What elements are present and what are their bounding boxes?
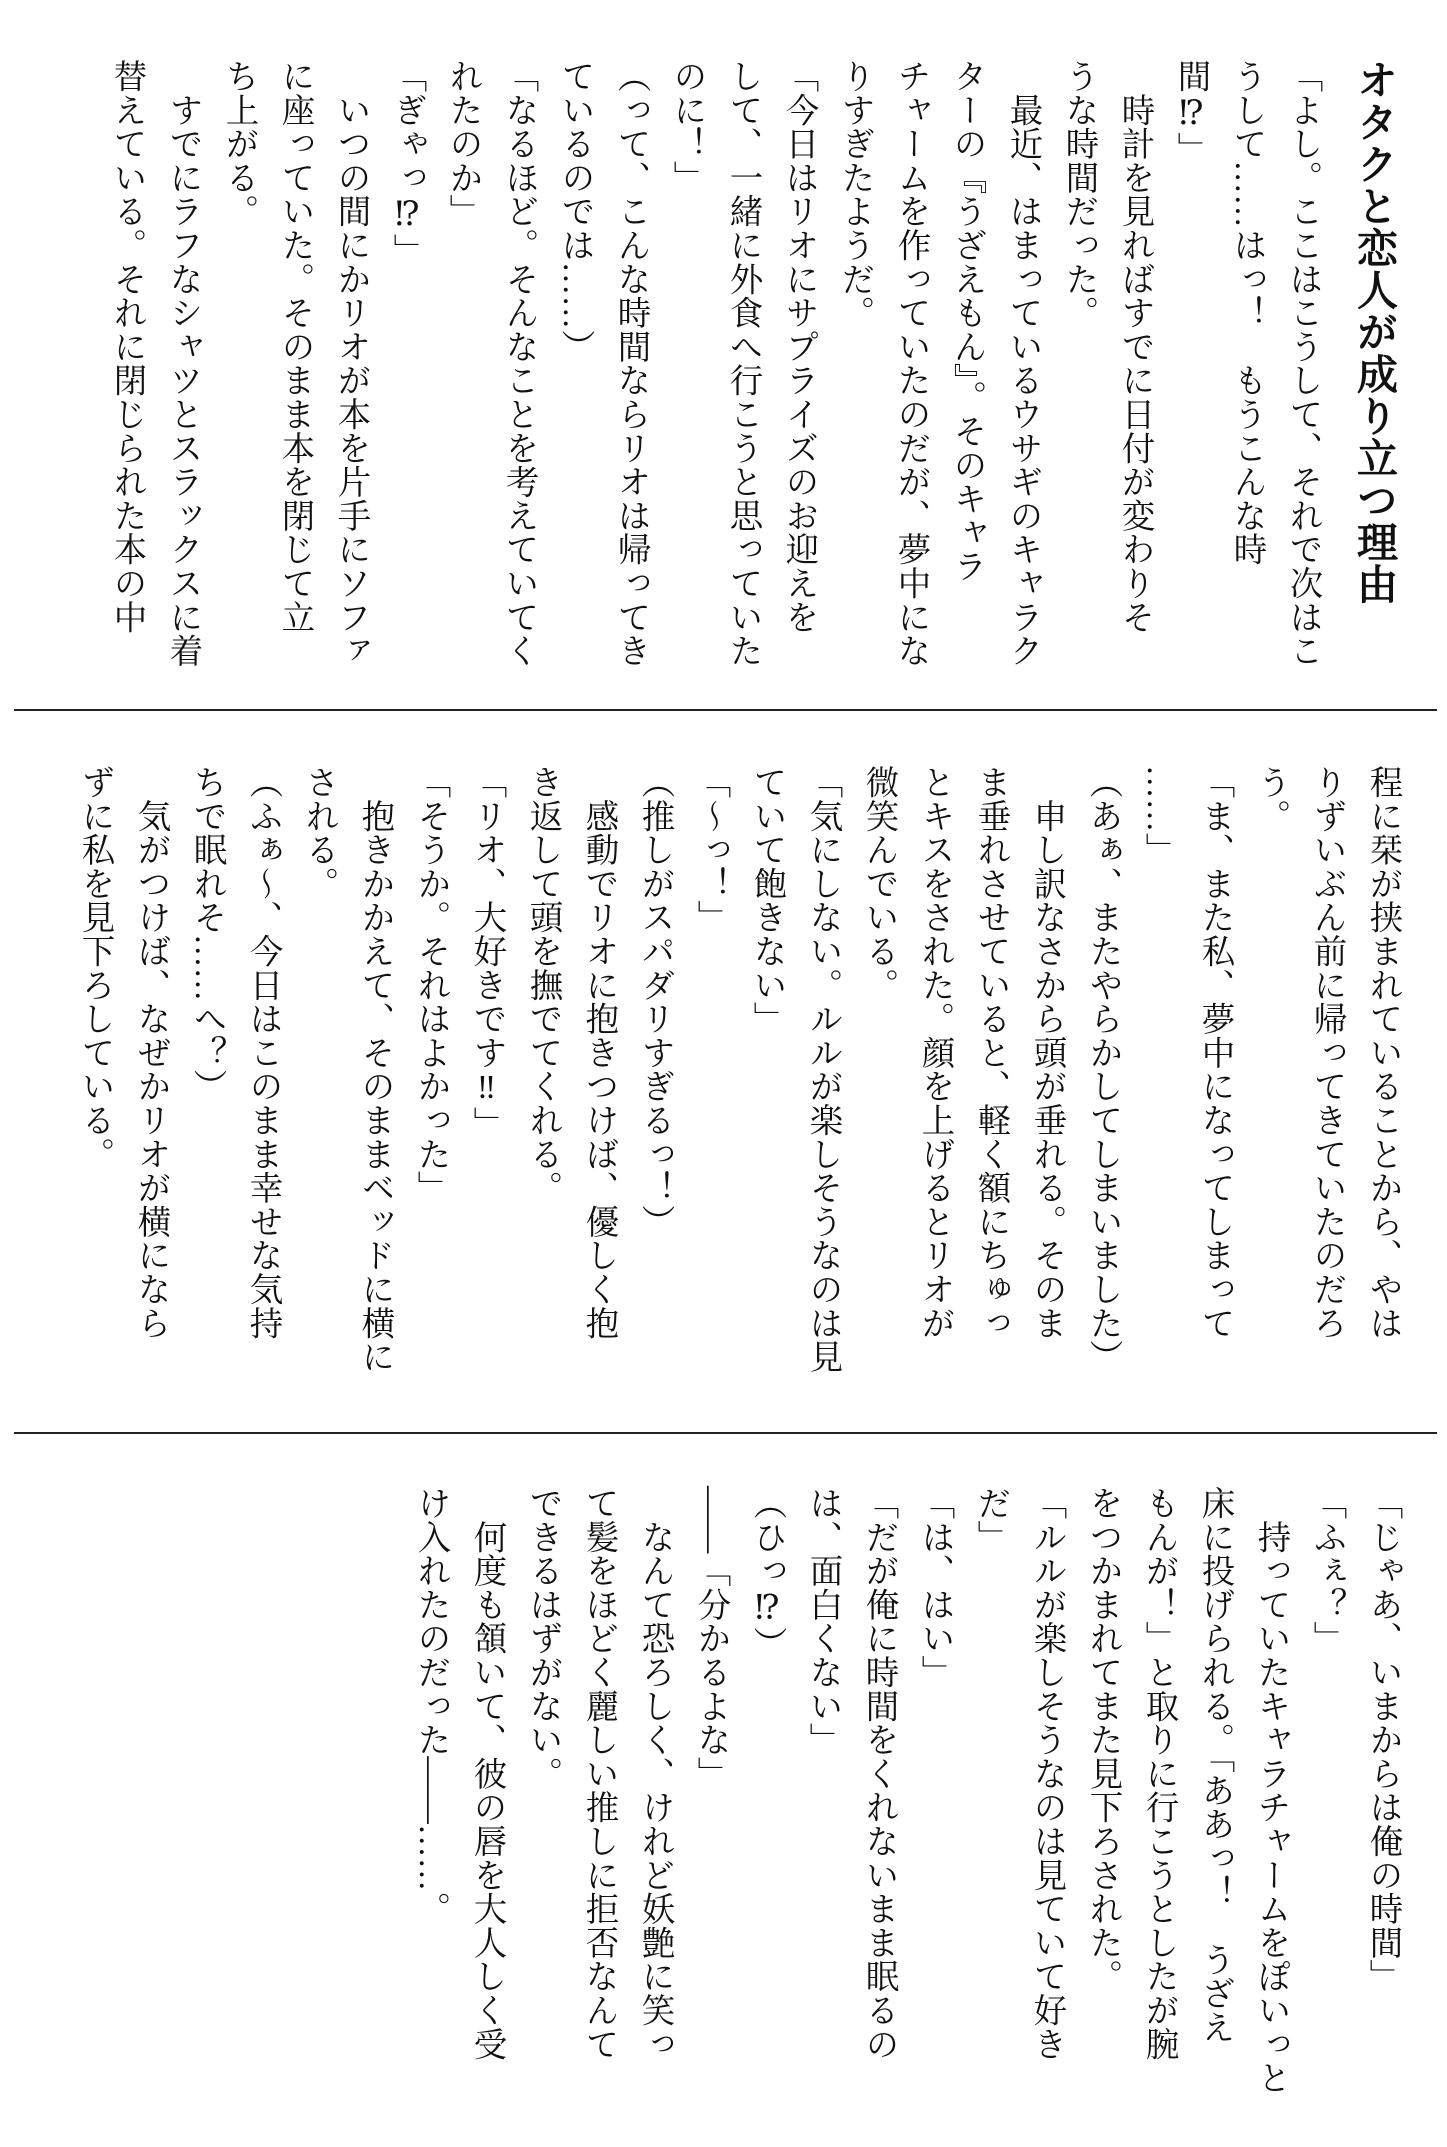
- text-line: ち上がる。: [220, 59, 257, 228]
- text-line: 「ぎゃっ⁉」: [388, 59, 425, 268]
- text-line: をつかまれてまた見下ろされた。: [1084, 1486, 1121, 1993]
- text-line: なんて恐ろしく、けれど妖艶に笑っ: [636, 1486, 673, 2061]
- text-line: うな時間だった。: [1060, 59, 1097, 330]
- text-line: 時計を見ればすでに日付が変わりそ: [1116, 59, 1153, 634]
- section-divider: [14, 709, 1437, 711]
- section-2: [0, 712, 1447, 1432]
- text-line: （ふぁ～、今日はこのまま幸せな気持: [244, 765, 281, 1340]
- text-line: して、一緒に外食へ行こうと思っていた: [724, 59, 761, 668]
- text-line: できるはずがない。: [524, 1486, 561, 1791]
- text-line: される。: [300, 765, 337, 901]
- text-line: 「ルルが楽しそうなのは見ていて好き: [1028, 1486, 1065, 2061]
- text-line: ま垂れさせていると、軽く額にちゅっ: [972, 765, 1009, 1340]
- text-line: 「～っ！」: [692, 765, 729, 934]
- text-line: 「ふぇ？」: [1308, 1486, 1345, 1655]
- section-divider: [14, 1432, 1437, 1434]
- text-line: （ひっ⁉）: [748, 1486, 785, 1661]
- text-line: 「は、はい」: [916, 1486, 953, 1689]
- text-line: ずに私を見下ろしている。: [76, 765, 113, 1171]
- text-line: 気がつけば、なぜかリオが横になら: [132, 765, 169, 1340]
- text-line: 抱きかかえて、そのままベッドに横に: [356, 765, 393, 1374]
- text-line: （推しがスパダリすぎるっ！）: [636, 765, 673, 1239]
- text-line: のに！」: [668, 59, 705, 195]
- section-3: [0, 1435, 1447, 2147]
- text-line: 「気にしない。ルルが楽しそうなのは見: [804, 765, 841, 1374]
- text-line: 「だが俺に時間をくれないまま眠るの: [860, 1486, 897, 2061]
- text-line: 申し訳なさから頭が垂れる。そのま: [1028, 765, 1065, 1340]
- text-line: いつの間にかリオが本を片手にソファ: [332, 59, 369, 668]
- text-line: ――「分かるよな」: [692, 1486, 729, 1791]
- section-2-columns: [66, 765, 1410, 1373]
- text-line: だ」: [972, 1486, 1009, 1554]
- text-line: 替えている。それに閉じられた本の中: [108, 59, 145, 634]
- text-line: 「リオ、大好きです‼」: [468, 765, 505, 1141]
- text-line: りすぎたようだ。: [836, 59, 873, 330]
- text-line: 「よし。ここはこうして、それで次はこ: [1284, 59, 1321, 668]
- text-line: 程に栞が挟まれていることから、やは: [1364, 765, 1401, 1340]
- text-line: 持っていたキャラチャームをぽいっと: [1252, 1486, 1289, 2095]
- text-line: ちで眠れそ……へ？）: [188, 765, 225, 1103]
- text-line: （って、こんな時間ならリオは帰ってき: [612, 59, 649, 668]
- text-line: 最近、はまっているウサギのキャラク: [1004, 59, 1041, 668]
- text-line: ているのでは……）: [556, 59, 593, 364]
- text-line: は、面白くない」: [804, 1486, 841, 1757]
- text-line: ……」: [1140, 765, 1177, 867]
- text-line: もんが！」と取りに行こうとしたが腕: [1140, 1486, 1177, 2061]
- text-line: ターの『うざえもん』。そのキャラ: [948, 59, 985, 584]
- text-line: に座っていた。そのまま本を閉じて立: [276, 59, 313, 634]
- text-line: う。: [1252, 765, 1289, 833]
- text-line: 「なるほど。そんなことを考えていてく: [500, 59, 537, 668]
- text-line: 間⁉」: [1172, 59, 1209, 166]
- text-line: 「じゃあ、いまからは俺の時間」: [1364, 1486, 1401, 1993]
- text-line: き返して頭を撫でてくれる。: [524, 765, 561, 1205]
- section-1: [0, 0, 1447, 710]
- text-line: け入れたのだった――……。: [412, 1486, 449, 1926]
- section-3-columns: [402, 1486, 1410, 2094]
- text-line: 「そうか。それはよかった」: [412, 765, 449, 1205]
- text-line: 感動でリオに抱きつけば、優しく抱: [580, 765, 617, 1340]
- document-title: オタクと恋人が成り立つ理由: [1351, 59, 1397, 605]
- text-line: チャームを作っていたのだが、夢中にな: [892, 59, 929, 668]
- text-line: れたのか」: [444, 59, 481, 228]
- text-line: て髪をほどく麗しい推しに拒否なんて: [580, 1486, 617, 2061]
- text-line: （あぁ、またやらかしてしまいました）: [1084, 765, 1121, 1374]
- text-line: 微笑んでいる。: [860, 765, 897, 1002]
- text-line: すでにラフなシャツとスラックスに着: [164, 59, 201, 668]
- text-line: 床に投げられる。「ああっ！ うざえ: [1196, 1486, 1233, 2044]
- text-line: うして……はっ！ もうこんな時: [1228, 59, 1265, 566]
- text-line: とキスをされた。顔を上げるとリオが: [916, 765, 953, 1340]
- text-line: 何度も頷いて、彼の唇を大人しく受: [468, 1486, 505, 2061]
- section-1-columns: [98, 59, 1410, 667]
- text-line: 「今日はリオにサプライズのお迎えを: [780, 59, 817, 634]
- text-line: ていて飽きない」: [748, 765, 785, 1036]
- text-line: りずいぶん前に帰ってきていたのだろ: [1308, 765, 1345, 1340]
- text-line: 「ま、また私、夢中になってしまって: [1196, 765, 1233, 1340]
